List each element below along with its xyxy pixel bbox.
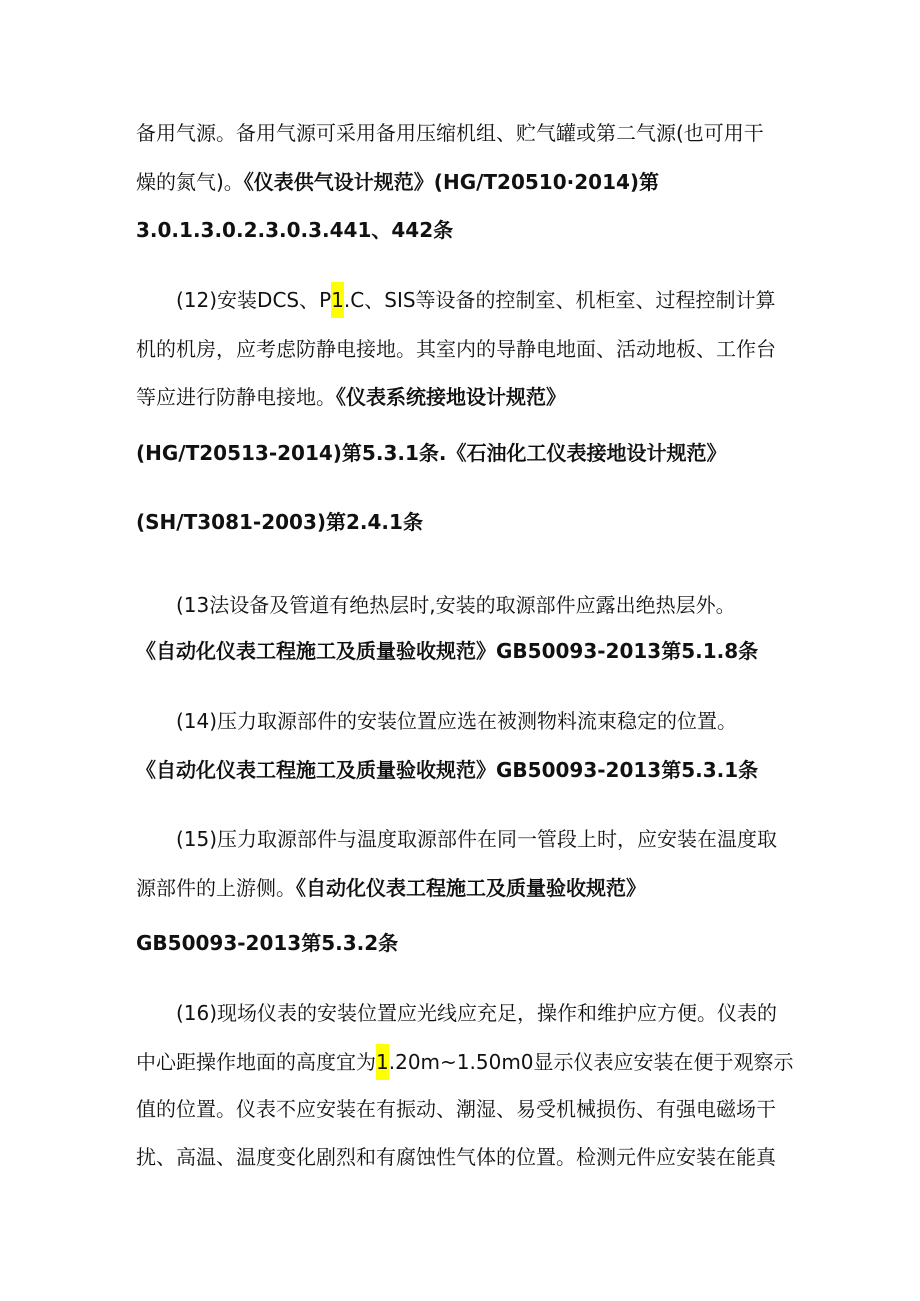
bold-citation-text: 《自动化仪表工程施工及质量验收规范》 <box>296 876 646 900</box>
bold-citation-text: 《自动化仪表工程施工及质量验收规范》GB50093-2013第5.3.1条 <box>136 758 759 782</box>
bold-citation-text: 3.0.1.3.0.2.3.0.3.441、442条 <box>136 218 454 242</box>
body-text: 值的位置。仪表不应安装在有振动、潮湿、易受机械损伤、有强电磁场干 <box>136 1097 776 1121</box>
paragraph-line <box>136 1142 796 1172</box>
body-text: (13法设备及管道有绝热层时,安装的取源部件应露出绝热层外。 <box>176 593 736 617</box>
paragraph-line <box>176 590 836 620</box>
paragraph-line <box>136 1094 796 1124</box>
paragraph-line <box>136 928 796 958</box>
body-text: 机的机房，应考虑防静电接地。其室内的导静电地面、活动地板、工作台 <box>136 337 776 361</box>
paragraph-line <box>136 873 796 903</box>
body-text: (14)压力取源部件的安装位置应选在被测物料流束稳定的位置。 <box>176 709 738 733</box>
body-text: .C、SIS等设备的控制室、机柜室、过程控制计算 <box>343 288 776 312</box>
paragraph-line <box>176 998 836 1028</box>
paragraph-line <box>136 167 796 197</box>
body-text: 备用气源。备用气源可采用备用压缩机组、贮气罐或第二气源(也可用干 <box>136 121 764 145</box>
bold-citation-text: 《仪表供气设计规范》(HG/T20510·2014)第 <box>243 170 660 194</box>
paragraph-line <box>136 1047 796 1077</box>
body-text: (12)安装DCS、P <box>176 288 332 312</box>
bold-citation-text: 《自动化仪表工程施工及质量验收规范》GB50093-2013第5.1.8条 <box>136 639 759 663</box>
paragraph-line <box>176 285 836 315</box>
body-text: 扰、高温、温度变化剧烈和有腐蚀性气体的位置。检测元件应安装在能真 <box>136 1145 776 1169</box>
body-text: 源部件的上游侧。 <box>136 876 296 900</box>
body-text: 燥的氮气)。 <box>136 170 244 194</box>
paragraph-line <box>136 215 796 245</box>
paragraph-line <box>136 382 796 412</box>
body-text: (15)压力取源部件与温度取源部件在同一管段上时，应安装在温度取 <box>176 827 778 851</box>
paragraph-line <box>136 755 796 785</box>
highlighted-text: 1 <box>331 282 344 318</box>
bold-citation-text: (HG/T20513-2014)第5.3.1条.《石油化工仪表接地设计规范》 <box>136 441 727 465</box>
bold-citation-text: 《仪表系统接地设计规范》 <box>336 385 566 409</box>
body-text: .20m~1.50m0显示仪表应安装在便于观察示 <box>388 1050 794 1074</box>
paragraph-line <box>176 706 836 736</box>
paragraph-line <box>136 636 796 666</box>
highlighted-text: 1 <box>376 1044 389 1080</box>
paragraph-line <box>136 334 796 364</box>
body-text: 中心距操作地面的高度宜为 <box>136 1050 376 1074</box>
paragraph-line <box>176 824 836 854</box>
bold-citation-text: (SH/T3081-2003)第2.4.1条 <box>136 510 423 534</box>
paragraph-line <box>136 118 796 148</box>
body-text: (16)现场仪表的安装位置应光线应充足，操作和维护应方便。仪表的 <box>176 1001 778 1025</box>
paragraph-line <box>136 438 796 468</box>
bold-citation-text: GB50093-2013第5.3.2条 <box>136 931 399 955</box>
paragraph-line <box>136 507 796 537</box>
body-text: 等应进行防静电接地。 <box>136 385 336 409</box>
